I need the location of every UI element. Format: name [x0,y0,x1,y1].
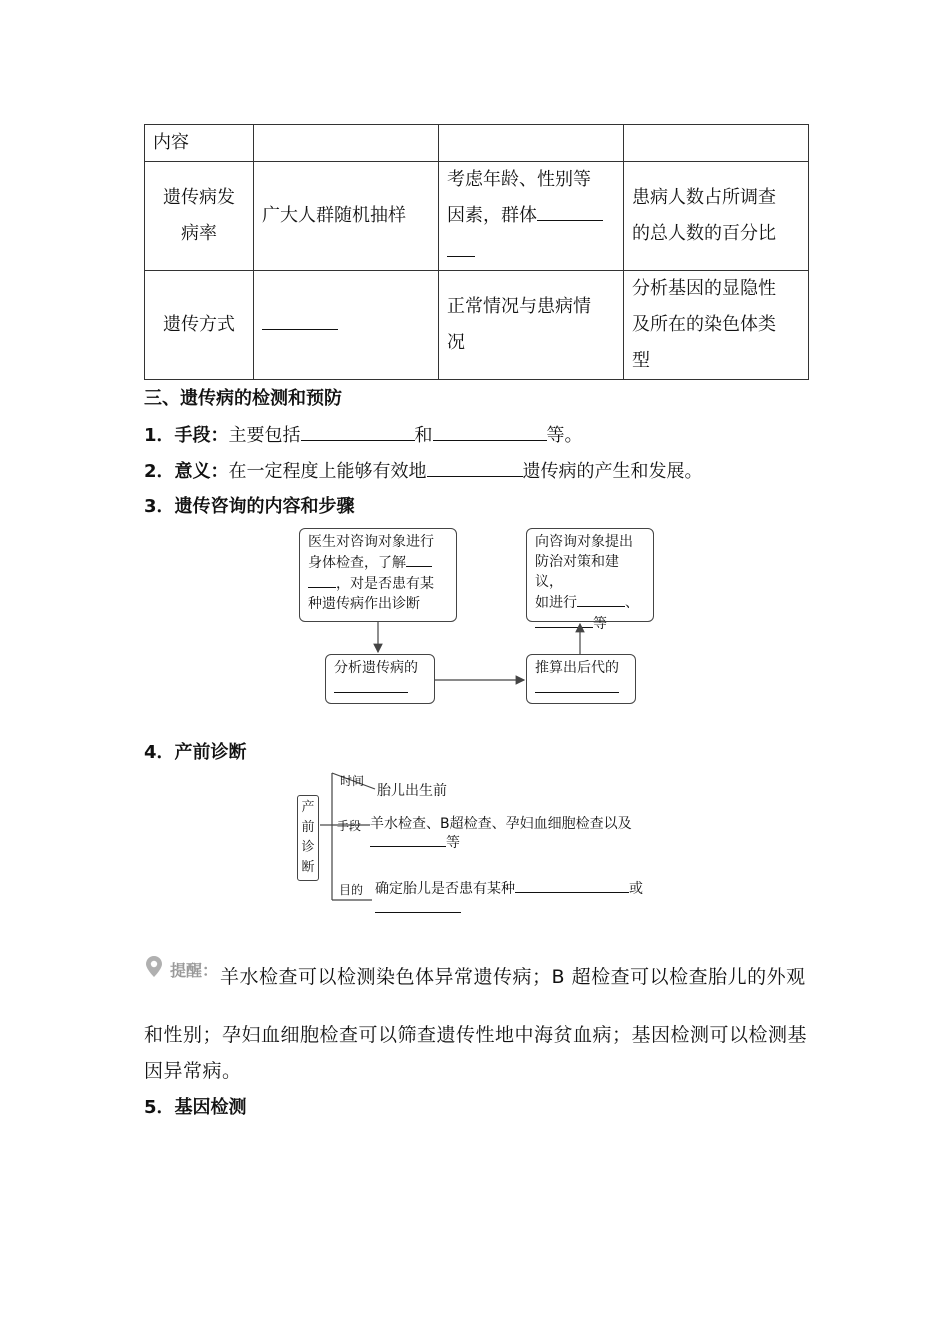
note-line: 因素，群体 [447,198,615,234]
result-line: 患病人数占所调查 [632,187,776,208]
branch-purpose-label: 目的 [339,883,364,897]
section-4-title: 4．产前诊断 [144,742,247,763]
row-label: 遗传方式 [145,271,254,380]
row-label-line: 遗传病发 [163,187,235,208]
branch-means-label: 手段 [337,819,362,833]
answer-blank[interactable] [375,898,461,913]
branch-purpose-tail [375,898,461,917]
flow-box-predict: 推算出后代的 [526,654,636,704]
row-scope: 广大人群随机抽样 [254,162,439,271]
location-pin-icon [144,955,164,979]
branch-means-tail: 等 [370,832,460,852]
branch-purpose-value: 确定胎儿是否患有某种 或 [375,878,643,898]
note-line: 正常情况与患病情 [447,296,591,317]
section-5-title: 5．基因检测 [144,1097,247,1118]
branch-means-value: 羊水检查、B超检查、孕妇血细胞检查以及 [370,816,632,832]
item-3-title: 3．遗传咨询的内容和步骤 [144,496,355,517]
answer-blank[interactable] [370,832,446,847]
prenatal-root-box: 产 前 诊 断 [297,795,319,881]
answer-blank[interactable] [515,878,629,893]
section-3-title: 三、遗传病的检测和预防 [144,388,342,409]
result-line: 型 [632,350,650,371]
result-line: 分析基因的显隐性 [632,278,776,299]
reminder-label: 提醒： [170,961,219,980]
flow-box-advice: 向咨询对象提出 防治对策和建议， 如进行 、 等 [526,528,654,622]
table-header-content: 内容 [145,125,254,162]
result-line: 及所在的染色体类 [632,314,776,335]
row-label-line: 病率 [181,223,217,244]
reminder-line-3: 因异常病。 [144,1060,242,1082]
reminder-line-2: 和性别；孕妇血细胞检查可以筛查遗传性地中海贫血病；基因检测可以检测基 [144,1024,808,1046]
item-2: 2．意义：在一定程度上能够有效地 遗传病的产生和发展。 [144,456,703,483]
branch-time-label: 时间 [340,774,365,788]
flow-box-analyze: 分析遗传病的 [325,654,435,704]
result-line: 的总人数的百分比 [632,223,776,244]
note-line: 况 [447,332,465,353]
reminder-line-1: 羊水检查可以检测染色体异常遗传病；B 超检查可以检查胎儿的外观 [220,966,806,988]
item-1: 1．手段：主要包括 和 等。 [144,420,583,447]
note-line: 考虑年龄、性别等 [447,169,591,190]
branch-time-value: 胎儿出生前 [377,783,447,799]
flow-box-examine: 医生对咨询对象进行 身体检查，了解 ，对是否患有某 种遗传病作出诊断 [299,528,457,622]
